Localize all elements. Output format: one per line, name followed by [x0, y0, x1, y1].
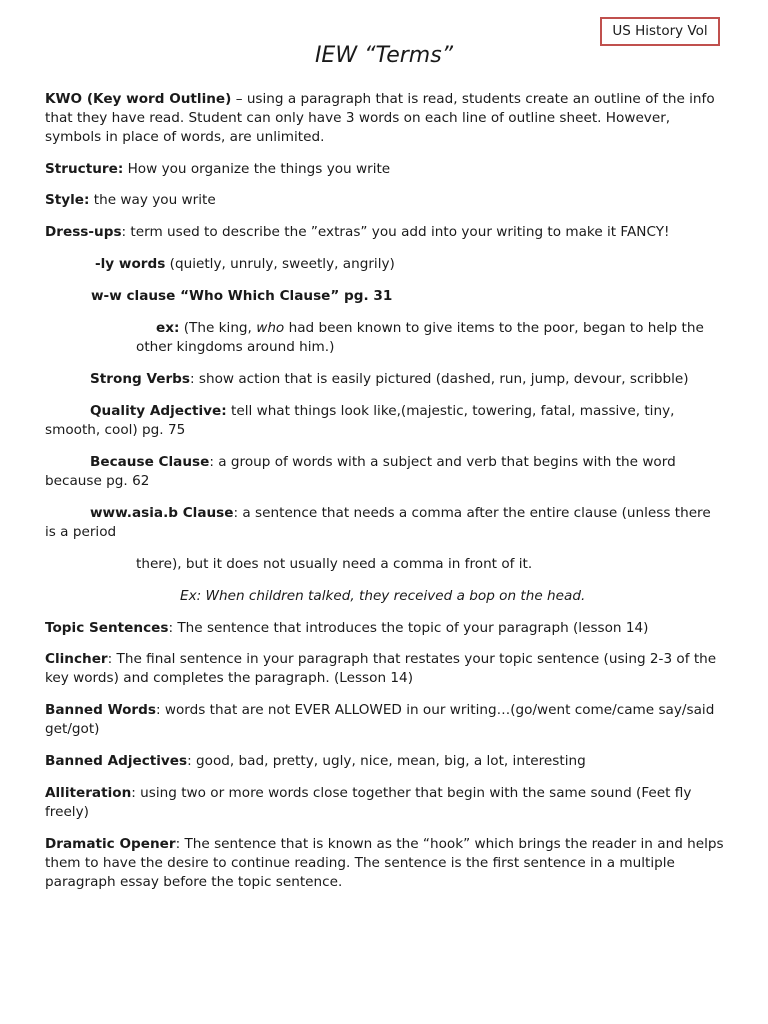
term-label: Dramatic Opener [45, 836, 176, 852]
term-label: Banned Words [45, 702, 156, 718]
term-label: w-w clause “Who Which Clause” pg. 31 [91, 288, 393, 304]
term-definition: (quietly, unruly, sweetly, angrily) [165, 256, 395, 272]
term-banned-words [45, 701, 725, 739]
term-definition: : a sentence that needs a comma after the entire clause (unless there is a period [45, 505, 711, 540]
term-label: Topic Sentences [45, 620, 169, 636]
term-label: -ly words [95, 256, 166, 272]
term-label: Structure: [45, 161, 124, 177]
term-strong-verbs [45, 370, 725, 389]
term-label: Clincher [45, 651, 108, 667]
term-definition: : The sentence that is known as the “hook” which brings the reader in and helps them to have the desire to continue reading. The sentence is the first sentence in a multiple paragraph essay before the topic sentence. [45, 836, 724, 890]
term-label: Style: [45, 192, 90, 208]
term-label: Alliteration [45, 785, 132, 801]
term-because-clause [45, 453, 725, 491]
term-definition: : term used to describe the ”extras” you add into your writing to make it FANCY! [121, 224, 670, 240]
term-topic-sentences [45, 619, 725, 638]
term-definition: : The final sentence in your paragraph that restates your topic sentence (using 2-3 of the key words) and completes the paragraph. (Lesson 14) [45, 651, 717, 686]
term-dress-ups [45, 223, 725, 242]
term-definition: : good, bad, pretty, ugly, nice, mean, big, a lot, interesting [187, 753, 586, 769]
term-dramatic-opener [45, 835, 725, 892]
term-label: Dress-ups [45, 224, 122, 240]
term-alliteration [45, 784, 725, 822]
term-style [45, 191, 725, 210]
subject-badge: US History Vol [600, 17, 720, 46]
term-label: Banned Adjectives [45, 753, 188, 769]
term-structure [45, 160, 725, 179]
example-ww [136, 319, 726, 357]
term-ly-words [95, 255, 725, 274]
term-label: Strong Verbs [90, 371, 190, 387]
term-definition: : a group of words with a subject and verb that begins with the word because pg. 62 [45, 454, 676, 489]
page-title: IEW “Terms” [314, 43, 454, 68]
term-definition: : show action that is easily pictured (dashed, run, jump, devour, scribble) [190, 371, 689, 387]
example-text: had been known to give items to the poor, began to help the [284, 320, 704, 336]
term-banned-adjectives [45, 752, 725, 771]
term-ww-clause [91, 287, 725, 306]
term-definition: : using two or more words close together that begin with the same sound (Feet fly freely) [45, 785, 692, 820]
term-quality-adjective [45, 402, 725, 440]
example-label: ex: [156, 320, 180, 336]
term-definition: the way you write [89, 192, 216, 208]
term-asia-clause [45, 504, 725, 542]
term-definition: – using a paragraph that is read, students create an outline of the info that they have read. Student can only have 3 words on each line of outline sheet. However, symbols in place of words, are unlimited. [45, 91, 715, 145]
term-label: KWO (Key word Outline) [45, 91, 232, 107]
asia-example: Ex: When children talked, they received a bop on the head. [180, 588, 586, 604]
term-kwo [45, 90, 725, 147]
term-label: www.asia.b Clause [90, 505, 234, 521]
term-definition: How you organize the things you write [123, 161, 391, 177]
asia-continuation: there), but it does not usually need a comma in front of it. [136, 556, 533, 572]
term-definition: tell what things look like,(majestic, towering, fatal, massive, tiny, smooth, cool) pg. 75 [45, 403, 675, 438]
term-definition: : The sentence that introduces the topic of your paragraph (lesson 14) [168, 620, 649, 636]
example-text: (The king, [179, 320, 257, 336]
example-italic: who [256, 320, 285, 336]
term-label: Because Clause [90, 454, 210, 470]
term-definition: : words that are not EVER ALLOWED in our writing…(go/went come/came say/said get/got) [45, 702, 715, 737]
term-label: Quality Adjective: [90, 403, 227, 419]
term-clincher [45, 650, 725, 688]
example-text: other kingdoms around him.) [136, 339, 335, 355]
